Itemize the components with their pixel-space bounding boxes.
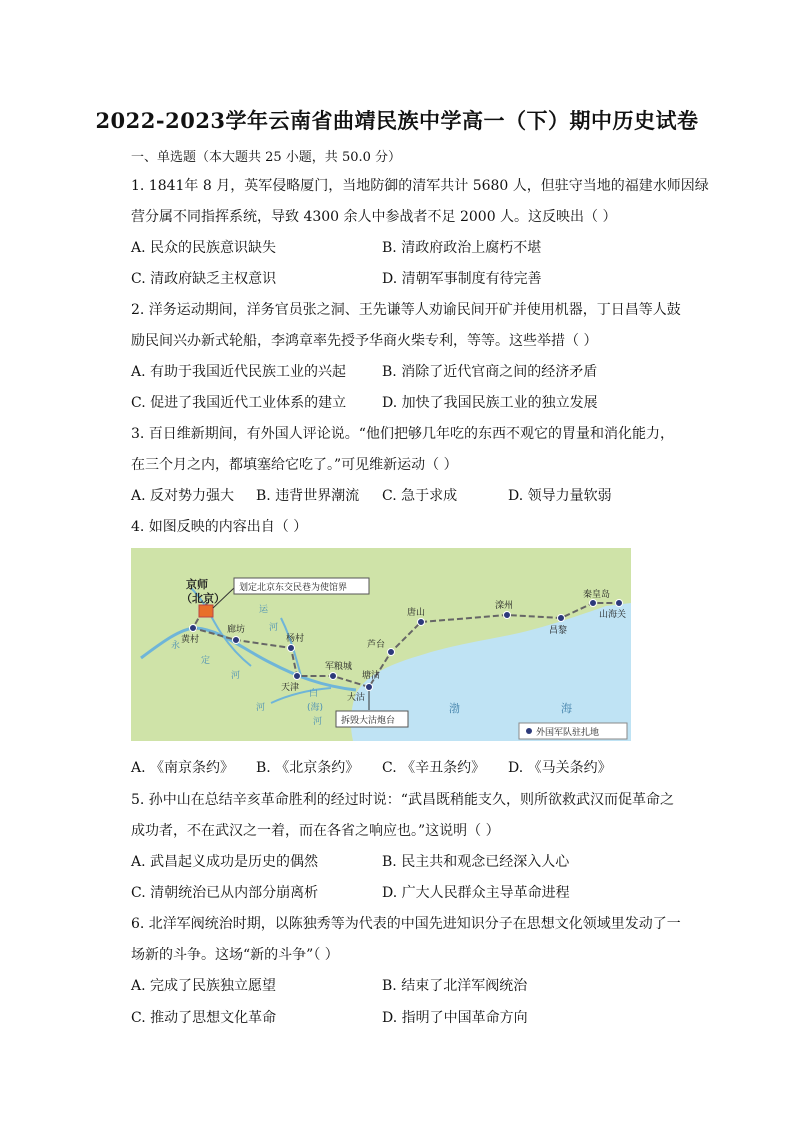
place-label: 黄村	[181, 635, 200, 645]
question-5-option-d[interactable]: D. 广大人民群众主导革命进程	[382, 885, 570, 901]
question-3-option-a[interactable]: A. 反对势力强大	[131, 488, 235, 504]
section-heading: 一、单选题（本大题共 25 小题，共 50.0 分）	[131, 150, 402, 165]
river-label: 河	[269, 623, 279, 633]
legend-station-icon	[526, 728, 532, 734]
question-6-option-a[interactable]: A. 完成了民族独立愿望	[131, 978, 277, 994]
question-6-line-2: 场新的斗争。这场“新的斗争”（ ）	[131, 947, 339, 963]
place-label: 廊坊	[227, 625, 246, 635]
place-label: 滦州	[495, 601, 514, 611]
place-label: 芦台	[367, 640, 386, 650]
question-5-option-b[interactable]: B. 民主共和观念已经深入人心	[382, 854, 570, 870]
river-label: 河	[256, 703, 266, 713]
station-tangshan	[418, 619, 425, 626]
place-label: 大沽	[347, 693, 366, 703]
capital-sub-label: （北京）	[181, 592, 225, 605]
capital-label: 京师	[186, 578, 208, 591]
capital-marker	[199, 605, 213, 617]
river-label: 定	[201, 656, 211, 666]
question-4-option-c[interactable]: C. 《辛丑条约》	[382, 760, 486, 776]
legend-label: 外国军队驻扎地	[536, 728, 600, 738]
question-2-option-d[interactable]: D. 加快了我国民族工业的独立发展	[382, 395, 598, 411]
question-2-option-b[interactable]: B. 消除了近代官商之间的经济矛盾	[382, 364, 598, 380]
treaty-map-figure	[131, 548, 631, 741]
question-2-option-a[interactable]: A. 有助于我国近代民族工业的兴起	[131, 364, 347, 380]
station-langfang	[233, 637, 240, 644]
place-label: 昌黎	[549, 626, 568, 636]
question-4-option-d[interactable]: D. 《马关条约》	[508, 760, 612, 776]
river-label: 白	[309, 689, 319, 699]
station-tanggu	[366, 684, 373, 691]
place-label: 天津	[281, 683, 300, 693]
callout-top-text: 划定北京东交民巷为使馆界	[239, 583, 348, 593]
question-5-option-a[interactable]: A. 武昌起义成功是历史的偶然	[131, 854, 319, 870]
question-3-option-d[interactable]: D. 领导力量软弱	[508, 488, 612, 504]
station-yangcun	[288, 645, 295, 652]
question-2-line-2: 励民间兴办新式轮船，李鸿章率先授予华商火柴专利，等等。这些举措（ ）	[131, 333, 598, 349]
question-1-option-d[interactable]: D. 清朝军事制度有待完善	[382, 271, 542, 287]
station-lutai	[388, 649, 395, 656]
question-3-line-1: 3. 百日维新期间，有外国人评论说。“他们把够几年吃的东西不观它的胃量和消化能力，	[131, 426, 674, 442]
station-qinhuangdao	[590, 600, 597, 607]
place-label: 塘沽	[362, 671, 381, 681]
question-1-line-1: 1. 1841年 8 月，英军侵略厦门，当地防御的清军共计 5680 人，但驻守当地的福建水师因绿	[131, 178, 709, 194]
place-label: 唐山	[407, 608, 426, 618]
map-svg	[131, 548, 631, 741]
place-label: 山海关	[599, 610, 627, 620]
question-4-line-1: 4. 如图反映的内容出自（ ）	[131, 519, 308, 535]
place-label: 秦皇岛	[583, 590, 611, 600]
sea-label: 海	[561, 702, 572, 715]
question-4-option-a[interactable]: A. 《南京条约》	[131, 760, 235, 776]
station-junliangcheng	[330, 673, 337, 680]
question-5-line-2: 成功者，不在武汉之一着，而在各省之响应也。”这说明（ ）	[131, 823, 500, 839]
callout-bottom-text: 拆毁大沽炮台	[341, 716, 396, 726]
question-2-option-c[interactable]: C. 促进了我国近代工业体系的建立	[131, 395, 347, 411]
question-6-option-b[interactable]: B. 结束了北洋军阀统治	[382, 978, 528, 994]
station-huangcun	[190, 625, 197, 632]
question-6-option-c[interactable]: C. 推动了思想文化革命	[131, 1010, 277, 1026]
station-luanzhou	[504, 612, 511, 619]
river-label: 河	[231, 671, 241, 681]
question-6-line-1: 6. 北洋军阀统治时期，以陈独秀等为代表的中国先进知识分子在思想文化领域里发动了一	[131, 916, 681, 932]
question-3-line-2: 在三个月之内，都填塞给它吃了。”可见维新运动（ ）	[131, 457, 458, 473]
question-2-line-1: 2. 洋务运动期间，洋务官员张之洞、王先谦等人劝谕民间开矿并使用机器，丁日昌等人鼓	[131, 302, 681, 318]
question-3-option-c[interactable]: C. 急于求成	[382, 488, 458, 504]
river-label: (海)	[307, 703, 324, 713]
river-label: 永	[171, 641, 181, 651]
question-5-option-c[interactable]: C. 清朝统治已从内部分崩离析	[131, 885, 319, 901]
question-4-option-b[interactable]: B. 《北京条约》	[256, 760, 360, 776]
station-changli	[558, 615, 565, 622]
station-tianjin	[294, 673, 301, 680]
question-3-option-b[interactable]: B. 违背世界潮流	[256, 488, 360, 504]
place-label: 军粮城	[325, 662, 353, 672]
sea-label: 渤	[449, 702, 460, 715]
question-1-option-b[interactable]: B. 清政府政治上腐朽不堪	[382, 240, 542, 256]
question-1-option-c[interactable]: C. 清政府缺乏主权意识	[131, 271, 277, 287]
question-1-line-2: 营分属不同指挥系统，导致 4300 余人中参战者不足 2000 人。这反映出（ ）	[131, 209, 617, 225]
station-shanhaiguan	[616, 600, 623, 607]
question-5-line-1: 5. 孙中山在总结辛亥革命胜利的经过时说：“武昌既稍能支久，则所欲救武汉而促革命之	[131, 792, 674, 808]
place-label: 杨村	[286, 634, 305, 644]
question-6-option-d[interactable]: D. 指明了中国革命方向	[382, 1010, 528, 1026]
question-1-option-a[interactable]: A. 民众的民族意识缺失	[131, 240, 277, 256]
river-label: 河	[313, 717, 323, 727]
page-title: 2022-2023学年云南省曲靖民族中学高一（下）期中历史试卷	[95, 108, 699, 133]
river-label: 运	[259, 605, 269, 615]
